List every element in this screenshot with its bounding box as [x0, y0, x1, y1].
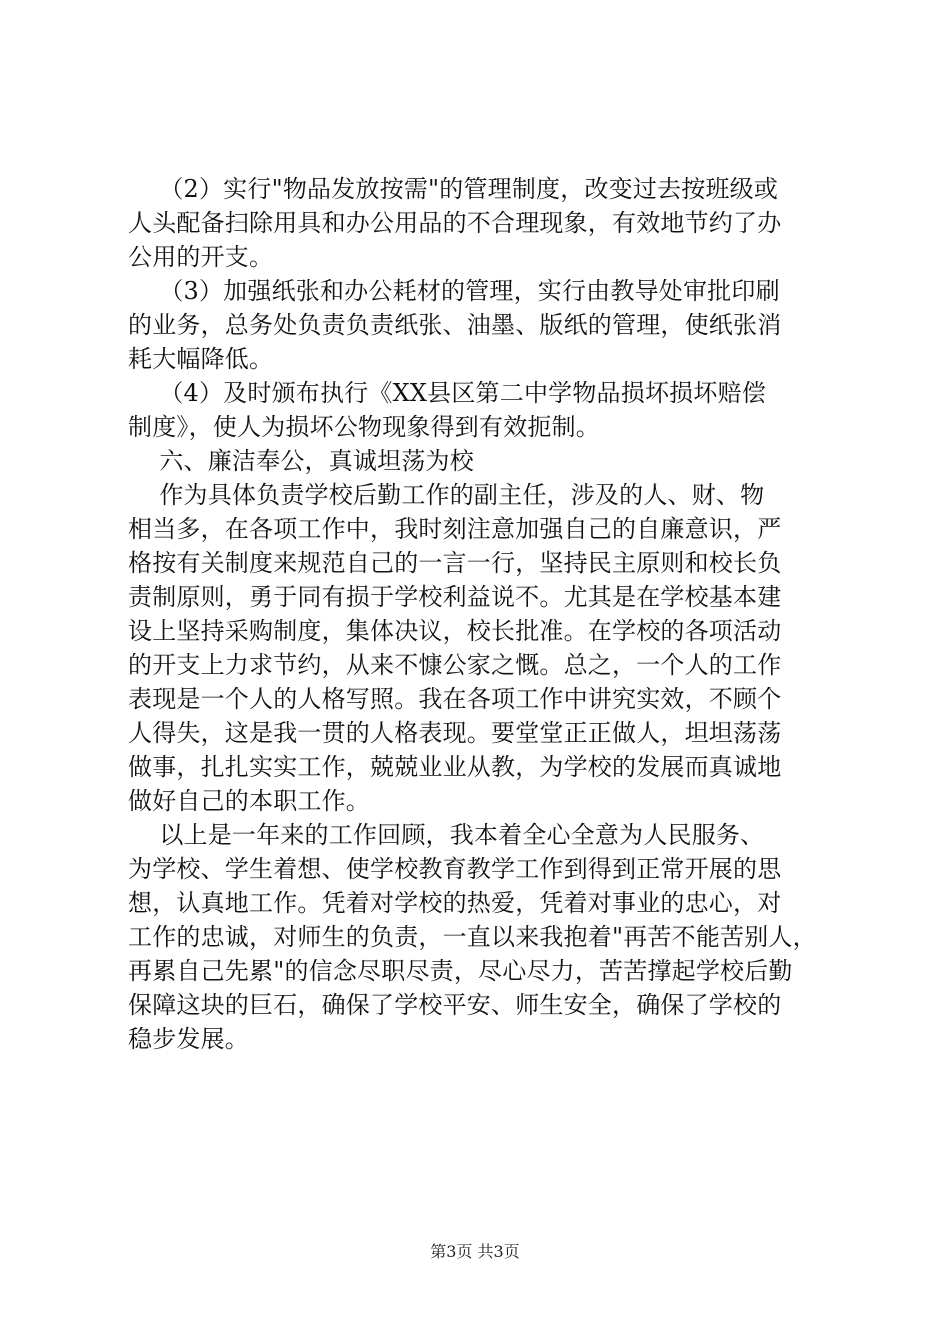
text-line: 人得失，这是我一贯的人格表现。要堂堂正正做人，坦坦荡荡	[128, 719, 782, 747]
text-line: 为学校、学生着想、使学校教育教学工作到得到正常开展的思	[128, 855, 782, 883]
text-line: （4）及时颁布执行《XX县区第二中学物品损坏损坏赔偿	[128, 379, 766, 407]
text-line: 的业务，总务处负责负责纸张、油墨、版纸的管理，使纸张消	[128, 311, 782, 339]
text-line: （2）实行"物品发放按需"的管理制度，改变过去按班级或	[128, 175, 779, 203]
text-line: 表现是一个人的人格写照。我在各项工作中讲究实效，不顾个	[128, 685, 782, 713]
text-line: 制度》，使人为损坏公物现象得到有效扼制。	[128, 413, 600, 441]
text-line: 再累自己先累"的信念尽职尽责，尽心尽力，苦苦撑起学校后勤	[128, 957, 793, 985]
text-line: 以上是一年来的工作回顾，我本着全心全意为人民服务、	[128, 821, 765, 849]
text-line: 格按有关制度来规范自己的一言一行，坚持民主原则和校长负	[128, 549, 782, 577]
text-line: 想，认真地工作。凭着对学校的热爱，凭着对事业的忠心，对	[128, 889, 782, 917]
text-line: 设上坚持采购制度，集体决议，校长批准。在学校的各项活动	[128, 617, 782, 645]
text-line: 公用的开支。	[128, 243, 274, 271]
text-line: 做好自己的本职工作。	[128, 787, 370, 815]
text-line: 工作的忠诚，对师生的负责，一直以来我抱着"再苦不能苦别人，	[128, 923, 817, 951]
text-line: 作为具体负责学校后勤工作的副主任，涉及的人、财、物	[128, 481, 765, 509]
text-line: 耗大幅降低。	[128, 345, 274, 373]
text-line: （3）加强纸张和办公耗材的管理，实行由教导处审批印刷	[128, 277, 780, 305]
text-line: 相当多，在各项工作中，我时刻注意加强自己的自廉意识，严	[128, 515, 782, 543]
page-number-footer: 第3页 共3页	[430, 1242, 520, 1261]
text-line: 保障这块的巨石，确保了学校平安、师生安全，确保了学校的	[128, 991, 782, 1019]
text-line: 的开支上力求节约，从来不慷公家之慨。总之，一个人的工作	[128, 651, 782, 679]
text-line: 人头配备扫除用具和办公用品的不合理现象，有效地节约了办	[128, 209, 782, 237]
section-heading: 六、廉洁奉公，真诚坦荡为校	[128, 447, 474, 475]
text-line: 责制原则，勇于同有损于学校利益说不。尤其是在学校基本建	[128, 583, 782, 611]
document-body	[128, 172, 828, 1056]
text-line: 做事，扎扎实实工作，兢兢业业从教，为学校的发展而真诚地	[128, 753, 782, 781]
text-line: 稳步发展。	[128, 1025, 249, 1053]
